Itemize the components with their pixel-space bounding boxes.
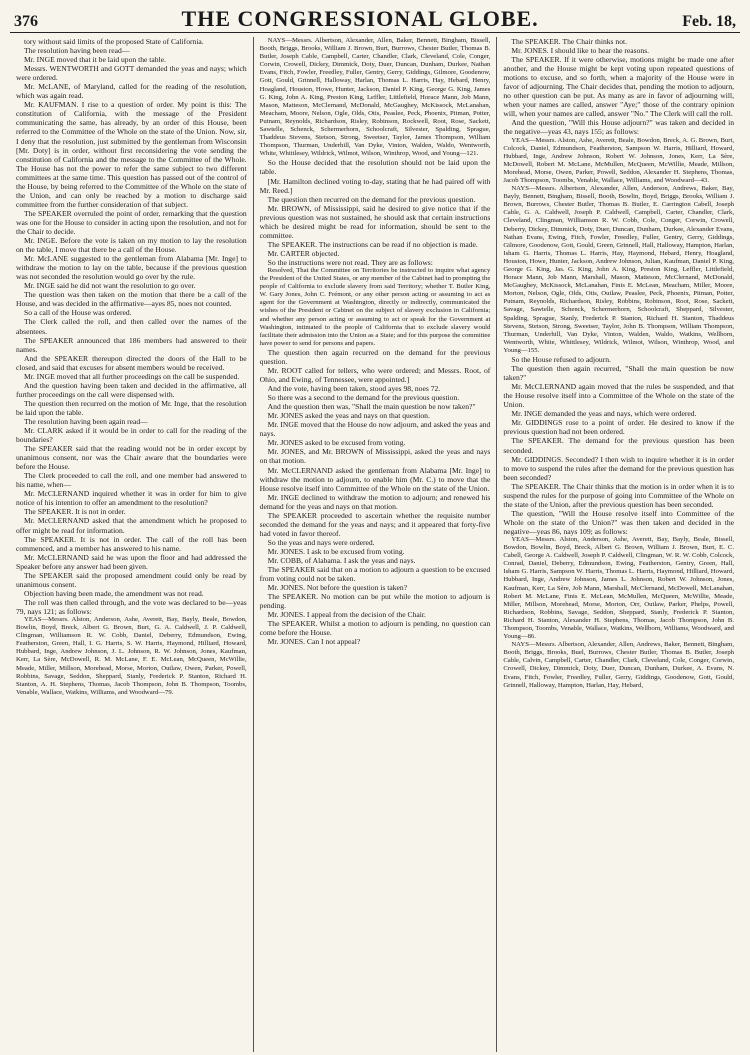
paragraph: Mr. KAUFMAN. I rise to a question of order. My point is this: The constitution of California, with the message of the President communicating the same, has already, by an order of this House, been referred to the Committee of the Whole on the state of the Union. Now, sir, I deny that the resolution, just submitted by the gentleman from Wisconsin [Mr. Doty] is in order, without first reconsidering the vote sending the constitution of California and the message to the Committee of the Whole. The House has not the power to refer the same subject to two different committees at the same time. This question has passed out of the control of the House, by being referred to the Committee of the Whole on the state of the Union, and can only be reached by a motion to discharge said committee from the further consideration of that subject. (16, 100, 247, 209)
paragraph: The SPEAKER. If it were otherwise, motions might be made one after another, and the House might be kept voting upon repeated questions of motions to excuse, and so forth, when a majority of the House were in favor of adjourning. The Chair decides that, pending the motion to adjourn, no other question can be put. As many as are in favor of adjourning will, when your names are called, answer "Aye;" those of the contrary opinion will, when your names are called, answer "No." The Clerk will call the roll. (503, 55, 735, 119)
paragraph: Mr. JONES. I ask to be excused from voting. (267, 546, 405, 556)
paragraph: The SPEAKER. The demand for the previous question has been seconded. (503, 436, 735, 455)
paragraph: Resolved, That the Committee on Territories be instructed to inquire what agency the President of the United States, or any member of the Cabinet had in prompting the people of California to exclude slavery from said Territory; whether T. Butler King, W. Gary Jones, John C. Frémont, or any other person acting or assuming to act as agent for the Government at Washington, directly or indirectly, communicated the wishes of the President or Cabinet on the subject of slavery exclusion in California; and whether any person acting or assuming to act or speak for the Government at Washington, intimated to the people of California that to exclude slavery would facilitate their admission into the Union as a State; and for this purpose the committee have power to send for persons and papers. (259, 266, 491, 347)
paragraph: The question, "Will the House resolve itself into Committee of the Whole on the state of the Union?" was then taken and decided in the negative—yeas 86, nays 109; as follows: (503, 508, 735, 536)
column-2 (253, 37, 497, 1052)
paragraph: The question then again recurred, "Shall the main question be now taken?" (503, 364, 735, 383)
paragraph: Mr. McCLERNAND said he was upon the floor and had addressed the Speaker before any answer had been given. (16, 552, 247, 571)
paragraph: YEAS—Messrs. Alston, Anderson, Ashe, Averett, Bay, Bayly, Beale, Bowdon, Bowlin, Boyd, Breck, Albert G. Brown, Burt, G. A. Caldwell, J. P. Caldwell, Clingman, Williamson R. W. Cobb, Daniel, Deberry, Edmundson, Ewing, Featherston, Green, Hall, I. G. Harris, S. W. Harris, Haymond, Hilliard, Howard, Hubbard, Inge, Andrew Johnson, J. L. Johnson, R. W. Johnson, Jones, Kaufman, Kerr, La Sère, McDowell, R. M. McLane, F. E. McLean, McQueen, McWillie, Meade, Miller, Millson, Morehead, Morse, Morton, Outlaw, Owen, Parker, Powell, Robbins, Savage, Seddon, Sheppard, Stanly, Frederick P. Stanton, Richard H. Stanton, A. H. Stephens, Thomas, Jacob Thompson, John B. Thompson, Toombs, Venable, Wallace, Watkins, Williams, and Woodward—79. (16, 616, 247, 696)
paragraph: NAYS—Messrs. Albertson, Alexander, Allen, Anderson, Andrews, Baker, Bay, Bayly, Bennett, Bingham, Bissell, Booth, Bowlin, Boyd, Briggs, Brooks, William J. Brown, Burrows, Chester Butler, Thomas B. Butler, E. Carrington Cabell, Joseph Cable, G. A. Caldwell, Joseph P. Caldwell, Campbell, Carter, Chandler, Clark, Cleveland, Clingman, Williamson R. W. Cobb, Cole, Conger, Corwin, Crowell, Deberry, Dickey, Dimmick, Doty, Duer, Duncan, Dunham, Durkee, Alexander Evans, Nathan Evans, Ewing, Fitch, Fowler, Freedley, Fuller, Gentry, Gerry, Giddings, Gilmore, Goodenow, Gott, Gould, Green, Grinnell, Hall, Halloway, Hampton, Harlan, Isham G. Harris, Thomas L. Harris, Hay, Haymond, Hebard, Henry, Hoagland, Houston, Howe, Hunter, Jackson, Andrew Johnson, Julian, Kaufman, Daniel P. King, George G. King, Jas. G. King, John A. King, Preston King, Leffler, Littlefield, Horace Mann, Job Mann, Marshall, Mason, Matteson, McClernand, McDonald, McGaughey, McKissock, McLanahan, Finis E. McLean, Meacham, Miller, Moore, Morton, Nelson, Ogle, Olds, Otis, Outlaw, Peaslee, Peck, Phoenix, Pitman, Potter, Putnam, Reynolds, Richardson, Risley, Robbins, Robinson, Root, Rose, Sackett, Savage, Sawtelle, Schenck, Schermerhorn, Schoolcraft, Sheppard, Silvester, Spalding, Sprague, Stanly, Frederick P. Stanton, Richard H. Stanton, Thaddeus Stevens, Stetson, Strong, Sweetser, Taylor, John B. Thompson, William Thompson, Thurman, Underhill, Van Dyke, Vinton, Walden, Waldo, Watkins, Wellborn, Wentworth, White, Whittlesey, Wildrick, Wilmot, Wilson, Winthrop, Wood, and Young—155. (503, 185, 735, 354)
paragraph: The SPEAKER. It is not in order. (24, 507, 126, 517)
paragraph: Mr. McCLERNAND again moved that the rules be suspended, and that the House resolve itself into a Committee of the Whole on the state of the Union. (503, 382, 735, 410)
paragraph: Mr. INGE declined to withdraw the motion to adjourn; and renewed his demand for the yeas and nays on that motion. (259, 492, 491, 511)
paragraph: Mr. McCLERNAND inquired whether it was in order for him to give notice of his intention to offer an amendment to the resolution? (16, 489, 247, 508)
paragraph: The SPEAKER said that the reading would not be in order except by unanimous consent, nor was the Chair aware that the boundaries were before the House. (16, 444, 247, 472)
paragraph: The resolution having been again read— (24, 416, 148, 426)
paragraph: Mr. BROWN, of Mississippi, said he desired to give notice that if the previous question was not sustained, he should ask that certain instructions which he desired might be read for information, should be sent to the committee. (259, 203, 491, 240)
paragraph: Mr. ROOT called for tellers, who were ordered; and Messrs. Root, of Ohio, and Ewing, of Tennessee, were appointed.] (259, 366, 491, 385)
paragraph: The SPEAKER. The Chair thinks that the motion is in order when it is to suspend the rules for the purpose of going into Committee of the Whole on the state of the Union, after the previous question has been seconded. (503, 481, 735, 509)
paragraph: The roll was then called through, and the vote was declared to be—yeas 79, nays 121; as follows: (16, 597, 247, 616)
paragraph: So the instructions were not read. They are as follows: (267, 257, 433, 267)
paragraph: Mr. JONES asked the yeas and nays on that question. (267, 411, 430, 421)
paragraph: Mr. CLARK asked if it would be in order to call for the reading of the boundaries? (16, 426, 247, 445)
paragraph: The SPEAKER said that on a motion to adjourn a question to be excused from voting could not be taken. (259, 565, 491, 584)
paragraph: Mr. JONES asked to be excused from voting. (267, 438, 406, 448)
paragraph: NAYS—Messrs. Albertson, Alexander, Allen, Baker, Bennett, Bingham, Bissell, Booth, Briggs, Brooks, William J. Brown, Burt, Burrows, Chester Butler, Thomas B. Butler, Joseph Cable, Campbell, Carter, Chandler, Clark, Cleveland, Cole, Conger, Corwin, Crowell, Dickey, Dimmick, Doty, Duer, Duncan, Dunham, Durkee, Nathan Evans, Fitch, Fowler, Freedley, Fuller, Gentry, Gerry, Giddings, Gilmore, Goodenow, Gott, Gould, Grinnell, Halloway, Harlan, Thomas L. Harris, Hay, Hebard, Henry, Hoagland, Houston, Howe, Hunter, Jackson, Daniel P. King, George G. King, James G. King, John A. King, Preston King, Leffler, Littlefield, Horace Mann, Job Mann, Mason, Matteson, McClernand, McDonald, McGaughey, McKissock, McLanahan, Meacham, Moore, Nelson, Ogle, Olds, Otis, Peaslee, Peck, Phoenix, Pitman, Potter, Putnam, Reynolds, Richardson, Risley, Robinson, Rockwell, Root, Rose, Sackett, Sawtelle, Schenck, Schermerhorn, Schoolcraft, Silvester, Spalding, Sprague, Thaddeus Stevens, Stetson, Strong, Sweetser, Taylor, James Thompson, William Thompson, Thurman, Underhill, Van Dyke, Vinton, Walden, Waldo, Wentworth, White, Whittlesey, Wildrick, Wilmot, Wilson, Winthrop, Wood, and Young—121. (259, 37, 491, 158)
paragraph: Mr. McLANE, of Maryland, called for the reading of the resolution, which was again read. (16, 82, 247, 101)
paragraph: Mr. McCLERNAND asked that the amendment which he proposed to offer might be read for information. (16, 516, 247, 535)
paragraph: The question then recurred on the demand for the previous question. (267, 194, 476, 204)
paragraph: The SPEAKER proceeded to ascertain whether the requisite number seconded the demand for the yeas and nays; and it appeared that forty-five had voted in favor thereof. (259, 510, 491, 538)
paragraph: Mr. INGE demanded the yeas and nays, which were ordered. (511, 409, 697, 419)
paragraph: And the SPEAKER thereupon directed the doors of the Hall to be closed, and said that excuses for absent members would be received. (16, 353, 247, 372)
paragraph: Mr. GIDDINGS rose to a point of order. He desired to know if the previous question had not been ordered. (503, 418, 735, 437)
paragraph: Mr. INGE said he did not want the resolution to go over. (24, 281, 196, 291)
text-columns (10, 37, 740, 1052)
paragraph: So a call of the House was ordered. (24, 308, 132, 318)
paragraph: And the question having been taken and decided in the affirmative, all further proceedings on the call were dispensed with. (16, 380, 247, 399)
paragraph: Mr. JONES. I should like to hear the reasons. (511, 46, 650, 56)
paragraph: Mr. INGE. Before the vote is taken on my motion to lay the resolution on the table, I move that there be a call of the House. (16, 236, 247, 255)
paragraph: The question then again recurred on the demand for the previous question. (259, 347, 491, 366)
paragraph: Mr. INGE moved that all further proceedings on the call be suspended. (24, 371, 240, 381)
paragraph: The SPEAKER overruled the point of order, remarking that the question was one for the House to consider in acting upon the resolution, and not for the Chair to decide. (16, 208, 247, 236)
paragraph: And the question then was, "Shall the main question be now taken?" (267, 402, 476, 412)
paragraph: So the House refused to adjourn. (511, 355, 611, 365)
paragraph: Mr. McCLERNAND asked the gentleman from Alabama [Mr. Inge] to withdraw the motion to adjourn, to enable him (Mr. C.) to move that the House resolve itself into Committee of the Whole on the state of the Union. (259, 465, 491, 493)
paragraph: The question then recurred on the motion of Mr. Inge, that the resolution be laid upon the table. (16, 398, 247, 417)
paragraph: The SPEAKER announced that 186 members had answered to their names. (16, 335, 247, 354)
newspaper-title: THE CONGRESSIONAL GLOBE. (181, 6, 539, 31)
paragraph: Mr. JONES. Not before the question is taken? (267, 583, 408, 593)
paragraph: tory without said limits of the proposed State of California. (24, 37, 204, 46)
masthead (10, 6, 740, 33)
paragraph: NAYS—Messrs. Albertson, Alexander, Allen, Andrews, Baker, Bennett, Bingham, Booth, Briggs, Brooks, Buel, Burrows, Chester Butler, Thomas B. Butler, Joseph Cable, Calvin, Campbell, Carter, Chandler, Clark, Cleveland, Cole, Conger, Corwin, Crowell, Dickey, Dimmick, Doty, Duer, Duncan, Dunham, Durkee, A. Evans, N. Evans, Fitch, Fowler, Freedley, Fuller, Gerry, Giddings, Goodenow, Gott, Gould, Grinnell, Halloway, Hampton, Harlan, Hay, Hebard, (503, 641, 735, 689)
paragraph: Mr. McLANE suggested to the gentleman from Alabama [Mr. Inge] to withdraw the motion to lay on the table, because if the previous question was not seconded the resolution would go over by the rule. (16, 254, 247, 282)
paragraph: Mr. CARTER objected. (267, 248, 340, 258)
paragraph: The SPEAKER said the proposed amendment could only be read by unanimous consent. (16, 570, 247, 589)
paragraph: Mr. JONES. I appeal from the decision of the Chair. (267, 610, 426, 620)
column-1 (10, 37, 253, 1052)
paragraph: The resolution having been read— (24, 46, 130, 56)
paragraph: The SPEAKER. The Chair thinks not. (511, 37, 628, 46)
paragraph: The Clerk proceeded to call the roll, and one member had answered to his name, when— (16, 471, 247, 490)
issue-date: Feb. 18, (682, 13, 736, 30)
paragraph: [Mr. Hamilton declined voting to-day, stating that he had paired off with Mr. Reed.] (259, 176, 491, 195)
paragraph: The SPEAKER. It is not in order. The call of the roll has been commenced, and a member has answered to his name. (16, 534, 247, 553)
column-3 (496, 37, 740, 1052)
paragraph: The SPEAKER. No motion can be put while the motion to adjourn is pending. (259, 592, 491, 611)
paragraph: So the House decided that the resolution should not be laid upon the table. (259, 158, 491, 177)
paragraph: Mr. INGE moved that the House do now adjourn, and asked the yeas and nays. (259, 420, 491, 439)
paragraph: So the yeas and nays were ordered. (267, 537, 375, 547)
paragraph: The question was then taken on the motion that there be a call of the House, and was decided in the affirmative—ayes 85, noes not counted. (16, 290, 247, 309)
paragraph: Mr. INGE moved that it be laid upon the table. (24, 55, 166, 65)
page-number: 376 (14, 13, 38, 30)
paragraph: Mr. JONES. Can I not appeal? (267, 637, 361, 647)
paragraph: Objection having been made, the amendment was not read. (24, 588, 204, 598)
paragraph: Mr. COBB, of Alabama. I ask the yeas and nays. (267, 555, 416, 565)
paragraph: YEAS—Messrs. Alston, Ashe, Averett, Beale, Bowdon, Breck, A. G. Brown, Burt, Colcock, Daniel, Edmundson, Featherston, Sampson W. Harris, Hilliard, Howard, Hubbard, Inge, Andrew Johnson, Robert W. Johnson, Jones, Kerr, La Sère, McDowell, Robert M. McLane, McMullen, McQueen, McWillie, Meade, Millson, Morehead, Morse, Owen, Parker, Powell, Seddon, Alexander H. Stephens, Thomas, Jacob Thompson, Toombs, Venable, Wallace, Williams, and Woodward—43. (503, 136, 735, 184)
paragraph: And the question, "Will this House adjourn?" was taken and decided in the negative—yeas 43, nays 155; as follows: (503, 118, 735, 137)
paragraph: The SPEAKER. The instructions can be read if no objection is made. (267, 239, 478, 249)
paragraph: So there was a second to the demand for the previous question. (267, 393, 460, 403)
paragraph: Mr. GIDDINGS. Seconded? I then wish to inquire whether it is in order to move to suspend the rules after the demand for the previous question has been seconded? (503, 454, 735, 482)
paragraph: Messrs. WENTWORTH and GOTT demanded the yeas and nays; which were ordered. (16, 64, 247, 83)
paragraph: The Clerk called the roll, and then called over the names of the absentees. (16, 317, 247, 336)
paragraph: The SPEAKER. Whilst a motion to adjourn is pending, no question can come before the House. (259, 619, 491, 638)
paragraph: Mr. JONES, and Mr. BROWN of Mississippi, asked the yeas and nays on that motion. (259, 447, 491, 466)
paragraph: And the vote, having been taken, stood ayes 98, noes 72. (267, 384, 441, 394)
paragraph: YEAS—Messrs. Alston, Anderson, Ashe, Averett, Bay, Bayly, Beale, Bissell, Bowdon, Bowlin, Boyd, Breck, Albert G. Brown, William J. Brown, Burt, E. C. Cabell, George A. Caldwell, Joseph P. Caldwell, Clingman, W. R. W. Cobb, Colcock, Conrad, Daniel, Deberry, Edmundson, Ewing, Featherston, Gentry, Green, Hall, Isham G. Harris, Sampson W. Harris, Thomas L. Harris, Haymond, Hilliard, Howard, Hubbard, Inge, Andrew Johnson, James L. Johnson, Robert W. Johnson, Jones, Kaufman, Kerr, La Sère, Job Mann, Marshall, McClernand, McDowell, McLanahan, Robert M. McLane, Finis E. McLean, McMullen, McQueen, McWillie, Meade, Miller, Millson, Morehead, Morse, Morton, Orr, Outlaw, Parker, Phelps, Powell, Richardson, Robbins, Savage, Seddon, Sheppard, Stanly, Frederick P. Stanton, Richard H. Stanton, Alexander H. Stephens, Thomas, Jacob Thompson, John B. Thompson, Toombs, Venable, Wallace, Watkins, Wellborn, Williams, Woodward, and Young—86. (503, 535, 735, 641)
